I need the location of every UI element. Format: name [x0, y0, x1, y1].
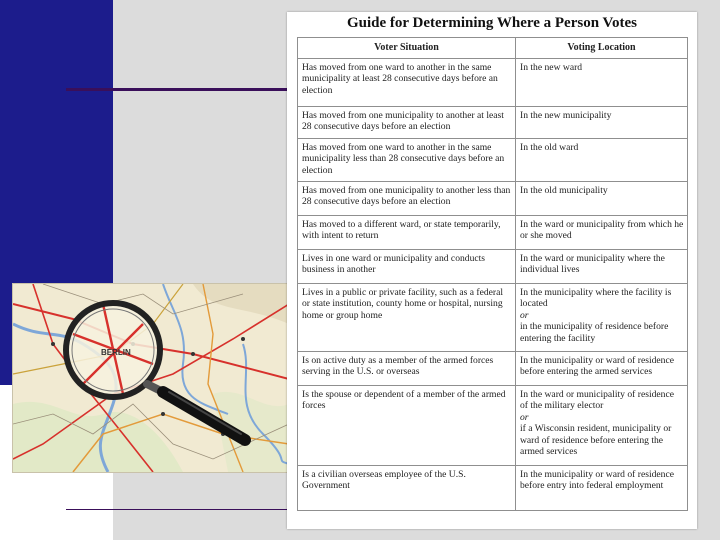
- location-cell: In the ward or municipality where the individual lives: [516, 249, 688, 283]
- situation-cell: Has moved to a different ward, or state temporarily, with intent to return: [298, 215, 516, 249]
- location-cell: In the ward or municipality from which he or she moved: [516, 215, 688, 249]
- situation-cell: Is the spouse or dependent of a member of the armed forces: [298, 385, 516, 465]
- voting-guide-document: [287, 12, 697, 529]
- table-row: [298, 283, 688, 351]
- column-header-situation: Voter Situation: [298, 38, 516, 59]
- location-option-primary: In the ward or municipality of residence of the military elector: [520, 388, 674, 411]
- table-row: [298, 385, 688, 465]
- table-row: [298, 249, 688, 283]
- map-with-magnifier-photo: [12, 283, 290, 473]
- location-or-separator: or: [520, 411, 529, 423]
- document-title: Guide for Determining Where a Person Votes: [347, 15, 637, 31]
- location-cell: In the new municipality: [516, 106, 688, 138]
- situation-cell: Is on active duty as a member of the armed forces serving in the U.S. or overseas: [298, 351, 516, 385]
- table-row: [298, 138, 688, 181]
- location-cell: [516, 385, 688, 465]
- table-row: [298, 106, 688, 138]
- map-city-label: BERLIN: [101, 348, 131, 357]
- location-cell: [516, 283, 688, 351]
- situation-cell: Is a civilian overseas employee of the U.S. Government: [298, 465, 516, 510]
- situation-cell: Has moved from one ward to another in the same municipality at least 28 consecutive days before an election: [298, 58, 516, 106]
- location-cell: In the old municipality: [516, 181, 688, 215]
- table-row: [298, 465, 688, 510]
- column-header-location: Voting Location: [516, 38, 688, 59]
- location-option-alternate: in the municipality of residence before entering the facility: [520, 321, 669, 344]
- situation-cell: Has moved from one municipality to another less than 28 consecutive days before an election: [298, 181, 516, 215]
- location-cell: In the municipality or ward of residence before entry into federal employment: [516, 465, 688, 510]
- location-cell: In the new ward: [516, 58, 688, 106]
- table-row: [298, 181, 688, 215]
- top-divider-line: [66, 88, 300, 91]
- table-row: [298, 58, 688, 106]
- table-row: [298, 215, 688, 249]
- table-row: [298, 351, 688, 385]
- location-cell: In the old ward: [516, 138, 688, 181]
- location-or-separator: or: [520, 309, 529, 321]
- situation-cell: Lives in a public or private facility, such as a federal or state institution, county home or hospital, nursing home or group home: [298, 283, 516, 351]
- location-option-alternate: if a Wisconsin resident, municipality or ward of residence before entering the armed services: [520, 423, 672, 457]
- bottom-divider-line: [66, 509, 300, 510]
- location-cell: In the municipality or ward of residence before entering the armed services: [516, 351, 688, 385]
- voting-guide-table: [297, 37, 688, 511]
- table-header-row: [298, 38, 688, 59]
- situation-cell: Lives in one ward or municipality and conducts business in another: [298, 249, 516, 283]
- location-option-primary: In the municipality where the facility is located: [520, 286, 672, 309]
- map-illustration: [13, 284, 289, 472]
- situation-cell: Has moved from one ward to another in the same municipality less than 28 consecutive days before an election: [298, 138, 516, 181]
- situation-cell: Has moved from one municipality to another at least 28 consecutive days before an election: [298, 106, 516, 138]
